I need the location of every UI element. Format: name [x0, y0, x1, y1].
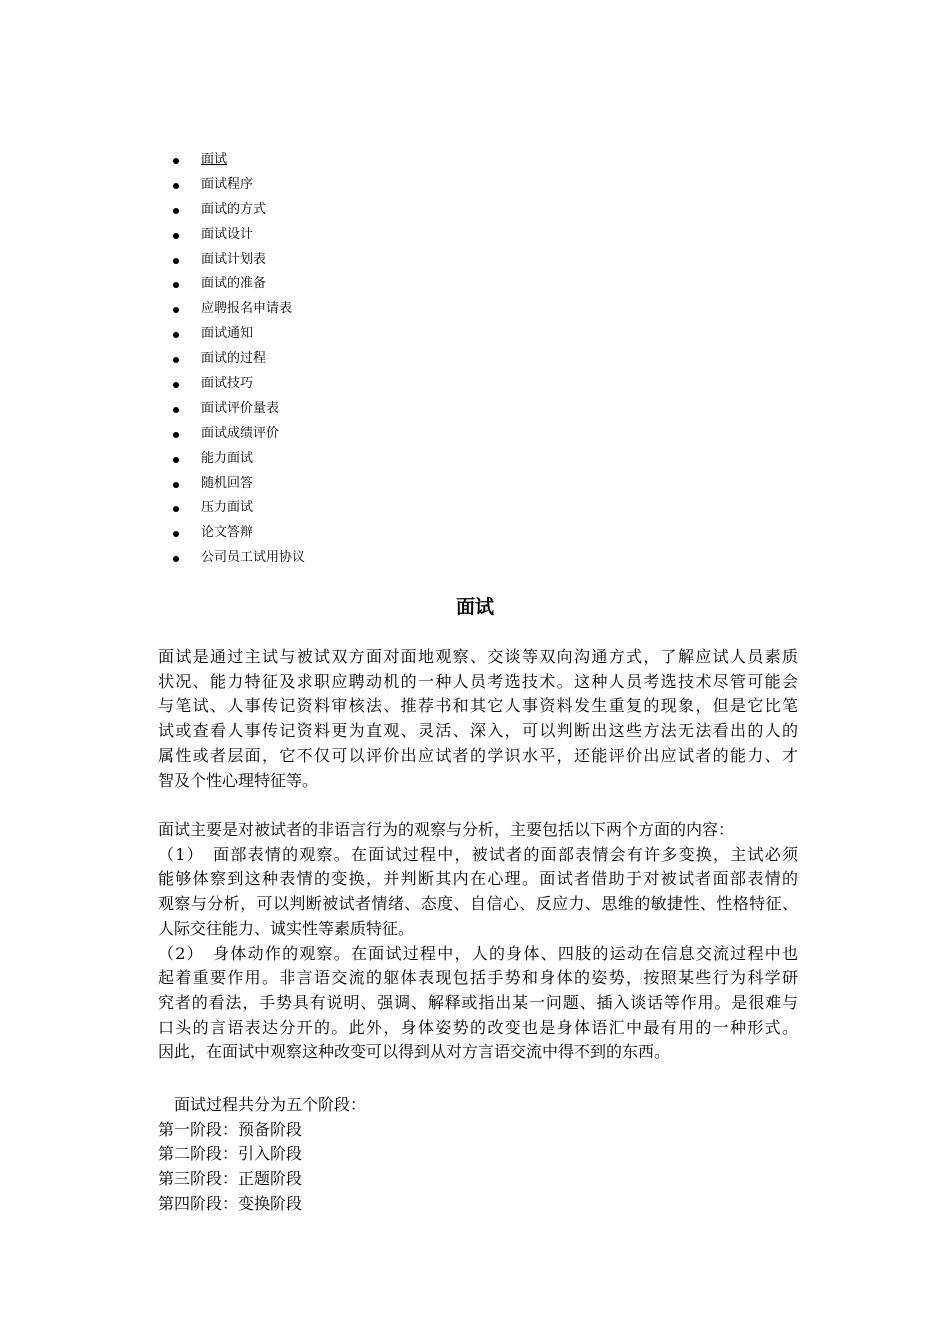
toc-item[interactable]: [170, 521, 305, 546]
stages-section: [158, 1093, 366, 1217]
stage-item: 第二阶段：引入阶段: [158, 1144, 303, 1164]
table-of-contents: [170, 148, 305, 571]
toc-link[interactable]: 面试成绩评价: [201, 425, 280, 441]
toc-link[interactable]: 面试通知: [201, 326, 254, 342]
toc-item[interactable]: [170, 496, 305, 521]
toc-item[interactable]: [170, 322, 305, 347]
toc-link[interactable]: 随机回答: [201, 475, 254, 491]
toc-link[interactable]: 压力面试: [201, 500, 254, 516]
stage-item: 第一阶段：预备阶段: [158, 1119, 303, 1139]
bullet-icon: [173, 183, 179, 189]
toc-item[interactable]: [170, 148, 305, 173]
toc-item[interactable]: [170, 372, 305, 397]
paragraph-line: 究者的看法，手势具有说明、强调、解释或指出某一问题、插入谈话等作用。是很难与: [158, 992, 798, 1012]
bullet-icon: [173, 282, 179, 288]
bullet-icon: [173, 457, 179, 463]
bullet-icon: [173, 382, 179, 388]
toc-link[interactable]: 面试: [201, 152, 228, 167]
toc-link[interactable]: 面试的方式: [201, 201, 267, 217]
paragraph-line: （1） 面部表情的观察。在面试过程中，被试者的面部表情会有许多变换，主试必须: [158, 844, 798, 864]
paragraph-line: 起着重要作用。非言语交流的躯体表现包括手势和身体的姿势，按照某些行为科学研: [158, 968, 798, 988]
bullet-icon: [173, 407, 179, 413]
toc-link[interactable]: 面试的过程: [201, 351, 267, 367]
toc-link[interactable]: 公司员工试用协议: [201, 550, 306, 566]
paragraph-line: 试或查看人事传记资料更为直观、灵活、深入，可以判断出这些方法无法看出的人的: [158, 721, 798, 741]
stage-item: 第四阶段：变换阶段: [158, 1193, 303, 1213]
toc-link[interactable]: 面试技巧: [201, 376, 254, 392]
bullet-icon: [173, 233, 179, 239]
toc-item[interactable]: [170, 422, 305, 447]
bullet-icon: [173, 208, 179, 214]
toc-item[interactable]: [170, 546, 305, 571]
bullet-icon: [173, 332, 179, 338]
toc-item[interactable]: [170, 472, 305, 497]
paragraph-line: 面试主要是对被试者的非语言行为的观察与分析，主要包括以下两个方面的内容：: [158, 820, 735, 839]
page-title: 面试: [455, 596, 494, 618]
toc-item[interactable]: [170, 447, 305, 472]
paragraph-line: 口头的言语表达分开的。此外，身体姿势的改变也是身体语汇中最有用的一种形式。: [158, 1017, 798, 1037]
observation-paragraph: [158, 818, 798, 1065]
paragraph-line: 属性或者层面，它不仅可以评价出应试者的学识水平，还能评价出应试者的能力、才: [158, 745, 798, 765]
paragraph-line: 面试是通过主试与被试双方面对面地观察、交谈等双向沟通方式，了解应试人员素质: [158, 647, 798, 666]
toc-link[interactable]: 面试评价量表: [201, 400, 280, 416]
paragraph-line: 观察与分析，可以判断被试者情绪、态度、自信心、反应力、思维的敏捷性、性格特征、: [158, 894, 798, 914]
toc-item[interactable]: [170, 173, 305, 198]
toc-item[interactable]: [170, 297, 305, 322]
bullet-icon: [173, 482, 179, 488]
paragraph-line: 状况、能力特征及求职应聘动机的一种人员考选技术。这种人员考选技术尽管可能会: [158, 671, 798, 691]
toc-link[interactable]: 面试计划表: [201, 251, 267, 267]
bullet-icon: [173, 506, 179, 512]
paragraph-line: 能够体察到这种表情的变换，并判断其内在心理。面试者借助于对被试者面部表情的: [158, 869, 798, 889]
toc-link[interactable]: 面试设计: [201, 226, 254, 242]
toc-link[interactable]: 能力面试: [201, 450, 254, 466]
stage-item: 第三阶段：正题阶段: [158, 1169, 303, 1189]
toc-item[interactable]: [170, 347, 305, 372]
bullet-icon: [173, 307, 179, 313]
bullet-icon: [173, 258, 179, 264]
paragraph-line: 因此，在面试中观察这种改变可以得到从对方言语交流中得不到的东西。: [158, 1042, 671, 1062]
intro-paragraph: [158, 645, 798, 793]
toc-item[interactable]: [170, 272, 305, 297]
toc-item[interactable]: [170, 397, 305, 422]
paragraph-line: 人际交往能力、诚实性等素质特征。: [158, 918, 415, 938]
toc-link[interactable]: 应聘报名申请表: [201, 301, 293, 317]
paragraph-line: （2） 身体动作的观察。在面试过程中，人的身体、四肢的运动在信息交流过程中也: [158, 943, 798, 963]
toc-link[interactable]: 面试的准备: [201, 276, 267, 292]
toc-link[interactable]: 面试程序: [201, 176, 254, 192]
toc-item[interactable]: [170, 198, 305, 223]
bullet-icon: [173, 531, 179, 537]
toc-item[interactable]: [170, 248, 305, 273]
paragraph-line: 与笔试、人事传记资料审核法、推荐书和其它人事资料发生重复的现象，但是它比笔: [158, 696, 798, 716]
bullet-icon: [173, 158, 179, 164]
stages-intro: 面试过程共分为五个阶段：: [158, 1095, 367, 1114]
bullet-icon: [173, 556, 179, 562]
paragraph-line: 智及个性心理特征等。: [158, 770, 319, 790]
bullet-icon: [173, 357, 179, 363]
bullet-icon: [173, 432, 179, 438]
toc-item[interactable]: [170, 223, 305, 248]
toc-link[interactable]: 论文答辩: [201, 525, 254, 541]
